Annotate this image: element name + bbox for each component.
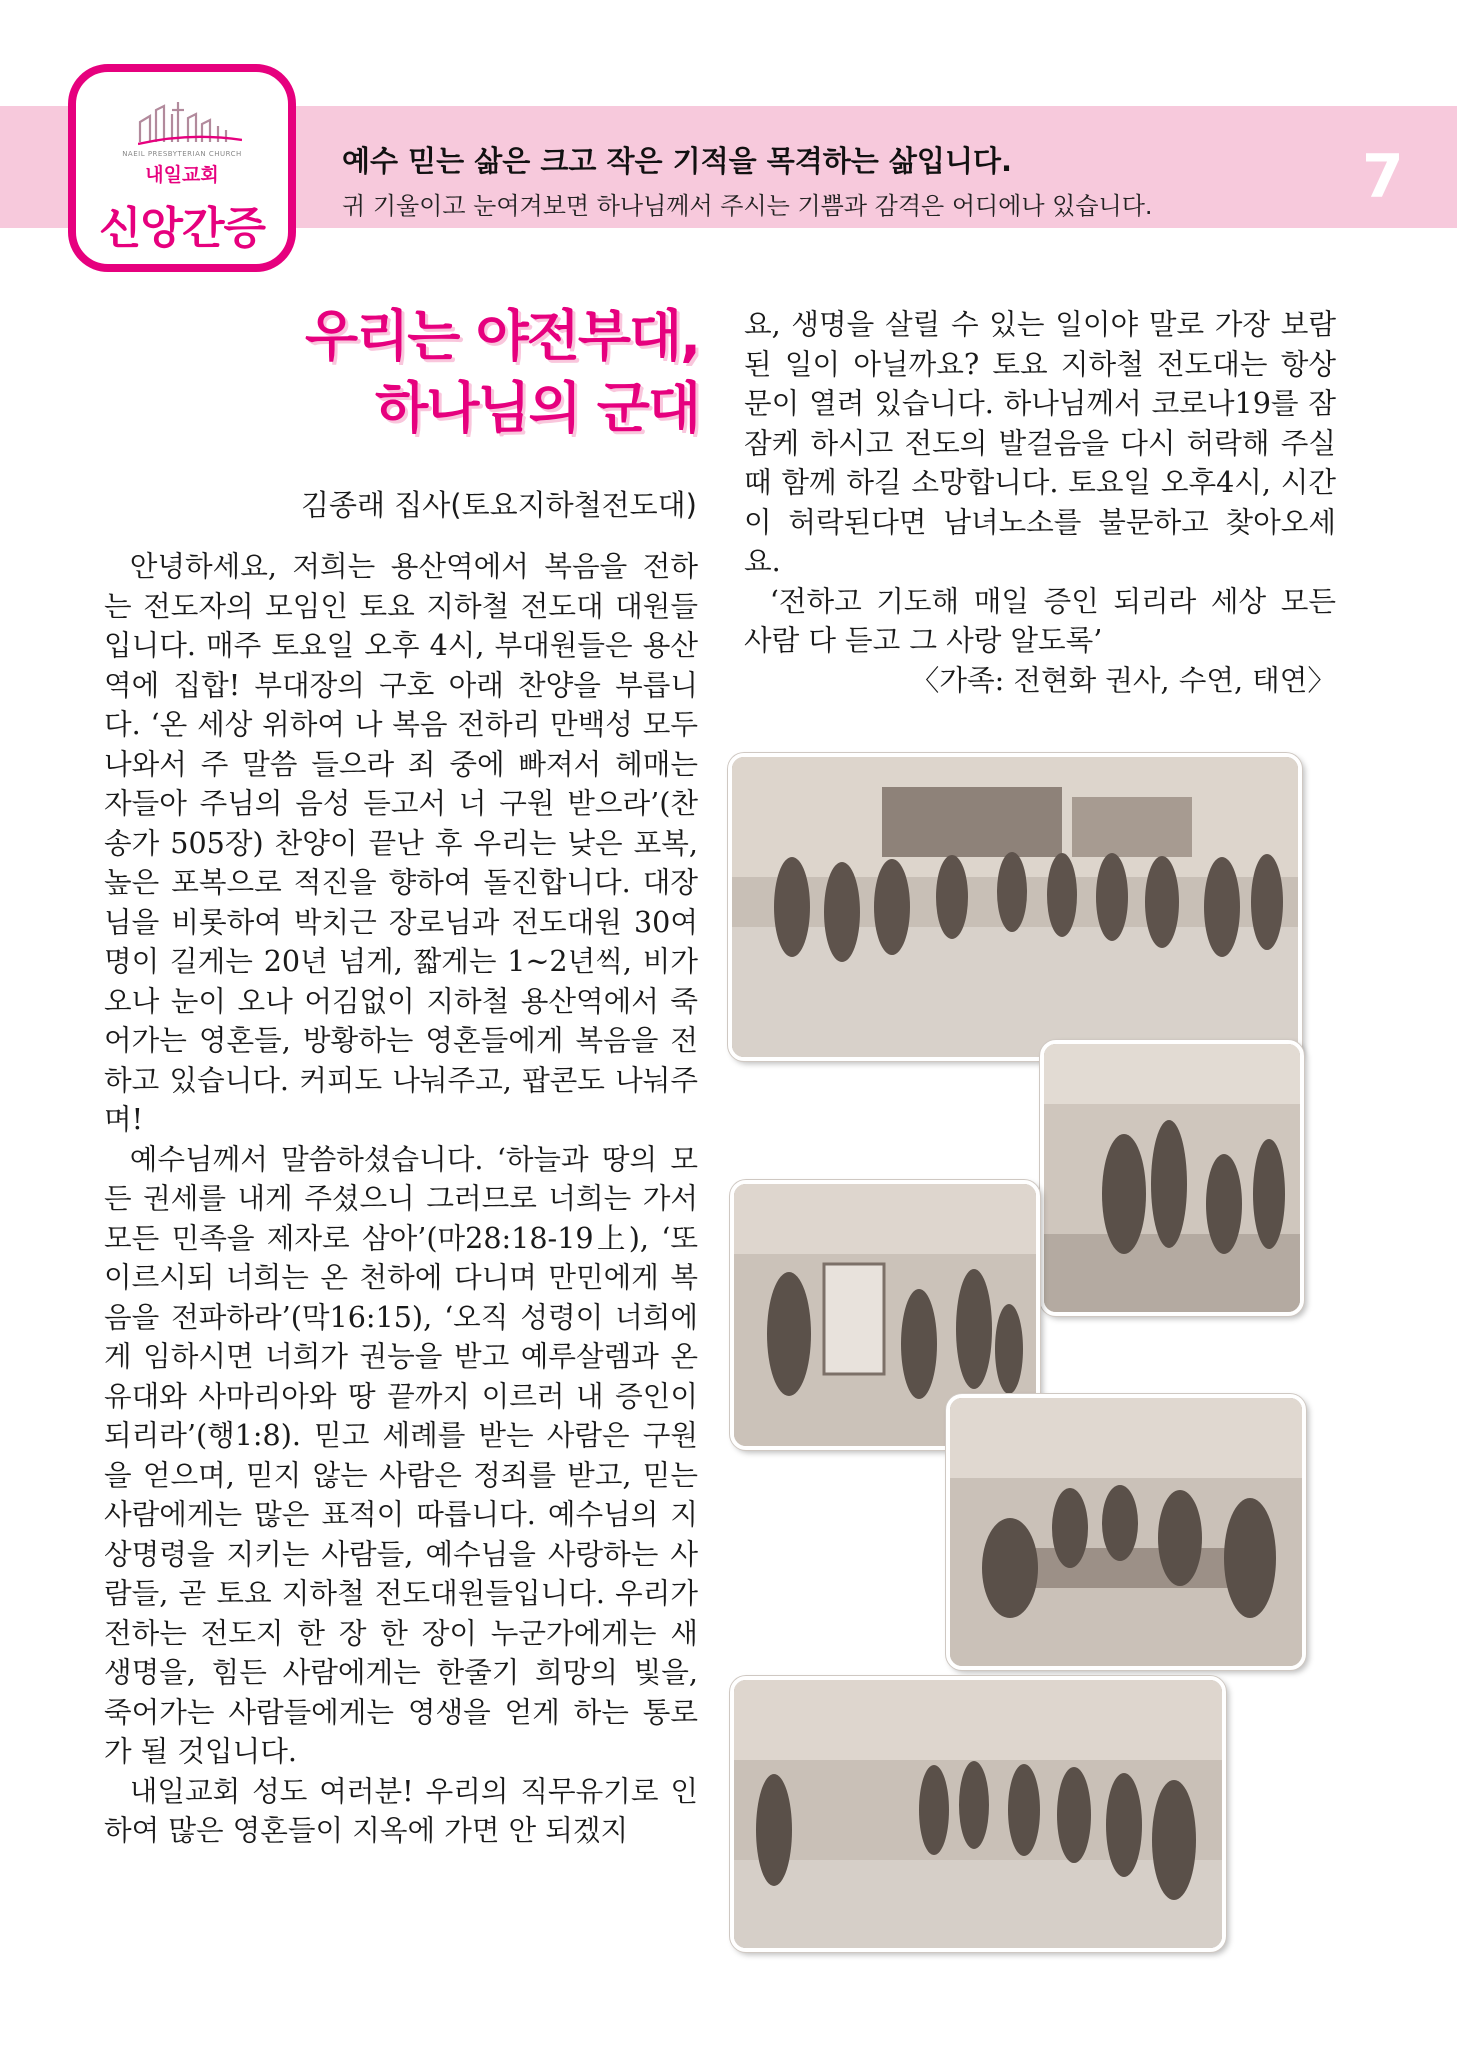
photo-coffee-table [946, 1394, 1306, 1670]
banner-subtitle: 귀 기울이고 눈여겨보면 하나님께서 주시는 기쁨과 감격은 어디에나 있습니다. [342, 192, 1153, 220]
paragraph: 요, 생명을 살릴 수 있는 일이야 말로 가장 보람된 일이 아닐까요? 토요 지하철 전도대는 항상 문이 열려 있습니다. 하나님께서 코로나19를 잠잠케 하시고 전도의 발걸음을 다시 허락해 주실 때 함께 하길 소망합니다. 토요일 오후4시, 시간이 허락된다면 남녀노소를 불문하고 찾아오세요. [744, 307, 1336, 578]
photo-tracts-passing [1040, 1040, 1304, 1316]
church-name-small: NAEIL PRESBYTERIAN CHURCH [122, 150, 242, 158]
article-column-right [744, 305, 1336, 700]
church-skyline-icon [138, 96, 242, 146]
paragraph: 예수님께서 말씀하셨습니다. ‘하늘과 땅의 모든 권세를 내게 주셨으니 그러므로 너희는 가서 모든 민족을 제자로 삼아’(마28:18-19上), ‘또 이르시되 너희는 온 천하에 다니며 만민에게 복음을 전파하라’(막16:15), ‘오직 성령이 너희에게 임하시면 너희가 권능을 받고 예루살렘과 온 유대와 사마리아와 땅 끝까지 이르러 내 증인이 되리라’(행1:8). 믿고 세례를 받는 사람은 구원을 얻으며, 믿지 않는 사람은 정죄를 받고, 믿는 사람에게는 많은 표적이 따릅니다. 예수님의 지상명령을 지키는 사람들, 예수님을 사랑하는 사람들, 곧 토요 지하철 전도대원들입니다. 우리가 전하는 전도지 한 장 한 장이 누군가에게는 새 생명을, 힘든 사람에게는 한줄기 희망의 빛을, 죽어가는 사람들에게는 영생을 얻게 하는 통로가 될 것입니다. [104, 1141, 698, 1768]
paragraph: 안녕하세요, 저희는 용산역에서 복음을 전하는 전도자의 모임인 토요 지하철 전도대 대원들입니다. 매주 토요일 오후 4시, 부대원들은 용산역에 집합! 부대장의 구호 아래 찬양을 부릅니다. ‘온 세상 위하여 나 복음 전하리 만백성 모두 나와서 주 말씀 들으라 죄 중에 빠져서 헤매는 자들아 주님의 음성 듣고서 너 구원 받으라’(찬송가 505장) 찬양이 끝난 후 우리는 낮은 포복, 높은 포복으로 적진을 향하여 돌진합니다. 대장님을 비롯하여 박치근 장로님과 전도대원 30여명이 길게는 20년 넘게, 짧게는 1~2년씩, 비가 오나 눈이 오나 어김없이 지하철 용산역에서 죽어가는 영혼들, 방황하는 영혼들에게 복음을 전하고 있습니다. 커피도 나눠주고, 팝콘도 나눠주며! [104, 549, 699, 1136]
group-singing-photo-icon [732, 757, 1298, 1057]
photo-group-circle [730, 1676, 1226, 1952]
group-circle-photo-icon [734, 1680, 1222, 1948]
article-author: 김종래 집사(토요지하철전도대) [300, 488, 697, 522]
church-name: 내일교회 [145, 164, 219, 186]
family-note: 〈가족: 전현화 권사, 수연, 태연〉 [910, 662, 1336, 697]
article-column-left [104, 547, 698, 1851]
headline-line-1: 우리는 야전부대, [305, 304, 699, 368]
headline-line-2: 하나님의 군대 [375, 376, 699, 440]
section-logo [68, 64, 296, 272]
paragraph: 내일교회 성도 여러분! 우리의 직무유기로 인하여 많은 영혼들이 지옥에 가면 안 되겠지 [104, 1773, 698, 1847]
coffee-table-photo-icon [950, 1398, 1302, 1666]
article-headline [305, 300, 699, 444]
paragraph: ‘전하고 기도해 매일 증인 되리라 세상 모든 사람 다 듣고 그 사랑 알도록’ [744, 583, 1336, 657]
section-title: 신앙간증 [98, 203, 265, 254]
tract-passing-photo-icon [1044, 1044, 1300, 1312]
photo-group-singing [728, 753, 1302, 1061]
banner-title: 예수 믿는 삶은 크고 작은 기적을 목격하는 삶입니다. [342, 144, 1012, 178]
page-number: 7 [1362, 142, 1404, 212]
